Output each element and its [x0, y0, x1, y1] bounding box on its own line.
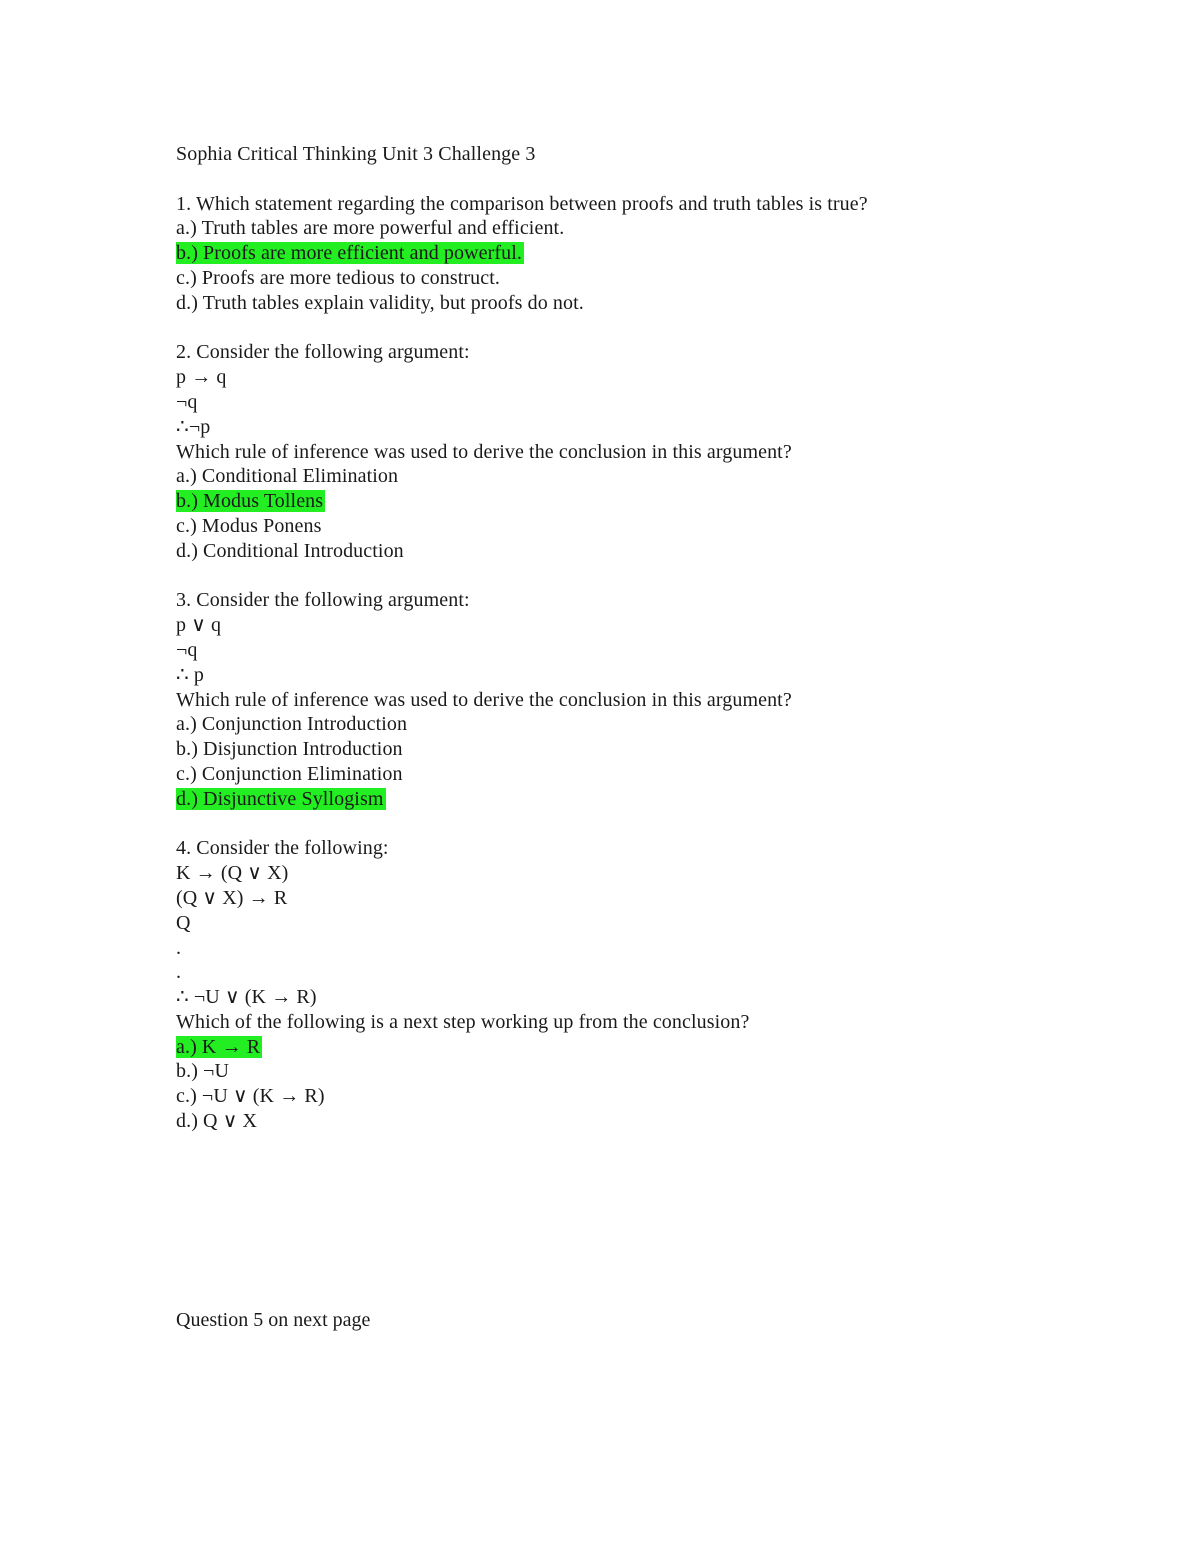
question-1	[176, 192, 1076, 316]
conclusion: ∴ ¬U ∨ (K → R)	[176, 986, 317, 1009]
option-c: c.) ¬U ∨ (K → R)	[176, 1085, 325, 1108]
ellipsis-dot: .	[176, 961, 182, 984]
premise: (Q ∨ X) → R	[176, 886, 288, 909]
option-a: a.) Conjunction Introduction	[176, 713, 408, 736]
highlighted-answer: a.) K → R	[176, 1035, 261, 1058]
next-page-note: Question 5 on next page	[176, 1309, 371, 1331]
question-4	[176, 836, 1076, 1134]
option-d: d.) Q ∨ X	[176, 1110, 258, 1133]
option-a	[176, 1035, 1076, 1060]
option-b	[176, 241, 1076, 266]
option-b	[176, 489, 1076, 514]
document-title: Sophia Critical Thinking Unit 3 Challenge 3	[176, 143, 536, 165]
question-text: Which rule of inference was used to derive the conclusion in this argument?	[176, 440, 792, 463]
premise: ¬q	[176, 390, 198, 413]
option-d: d.) Truth tables explain validity, but proofs do not.	[176, 291, 584, 314]
premise: K → (Q ∨ X)	[176, 862, 289, 885]
question-text: Which of the following is a next step working up from the conclusion?	[176, 1010, 750, 1033]
question-text: Which rule of inference was used to derive the conclusion in this argument?	[176, 688, 792, 711]
spacer	[176, 812, 1076, 837]
question-3	[176, 588, 1076, 811]
document-body	[176, 142, 1076, 1134]
highlighted-answer: d.) Disjunctive Syllogism	[176, 787, 384, 810]
premise: Q	[176, 911, 191, 934]
premise: p ∨ q	[176, 614, 222, 637]
spacer	[176, 167, 1076, 192]
option-c: c.) Conjunction Elimination	[176, 762, 403, 785]
question-2	[176, 340, 1076, 563]
option-a: a.) Conditional Elimination	[176, 465, 399, 488]
option-b: b.) ¬U	[176, 1060, 229, 1083]
spacer	[176, 316, 1076, 341]
premise: ¬q	[176, 638, 198, 661]
option-d: d.) Conditional Introduction	[176, 539, 404, 562]
option-c: c.) Proofs are more tedious to construct.	[176, 266, 501, 289]
conclusion: ∴¬p	[176, 415, 211, 438]
spacer	[176, 564, 1076, 589]
highlighted-answer: b.) Modus Tollens	[176, 490, 324, 513]
option-d	[176, 787, 1076, 812]
question-prompt: 1. Which statement regarding the comparison between proofs and truth tables is true?	[176, 192, 868, 215]
option-c: c.) Modus Ponens	[176, 514, 322, 537]
highlighted-answer: b.) Proofs are more efficient and powerful.	[176, 242, 523, 265]
question-prompt: 4. Consider the following:	[176, 837, 389, 860]
premise: p → q	[176, 366, 227, 389]
option-a: a.) Truth tables are more powerful and efficient.	[176, 217, 565, 240]
conclusion: ∴ p	[176, 663, 205, 686]
question-prompt: 2. Consider the following argument:	[176, 341, 470, 364]
ellipsis-dot: .	[176, 936, 182, 959]
option-b: b.) Disjunction Introduction	[176, 738, 403, 761]
question-prompt: 3. Consider the following argument:	[176, 589, 470, 612]
